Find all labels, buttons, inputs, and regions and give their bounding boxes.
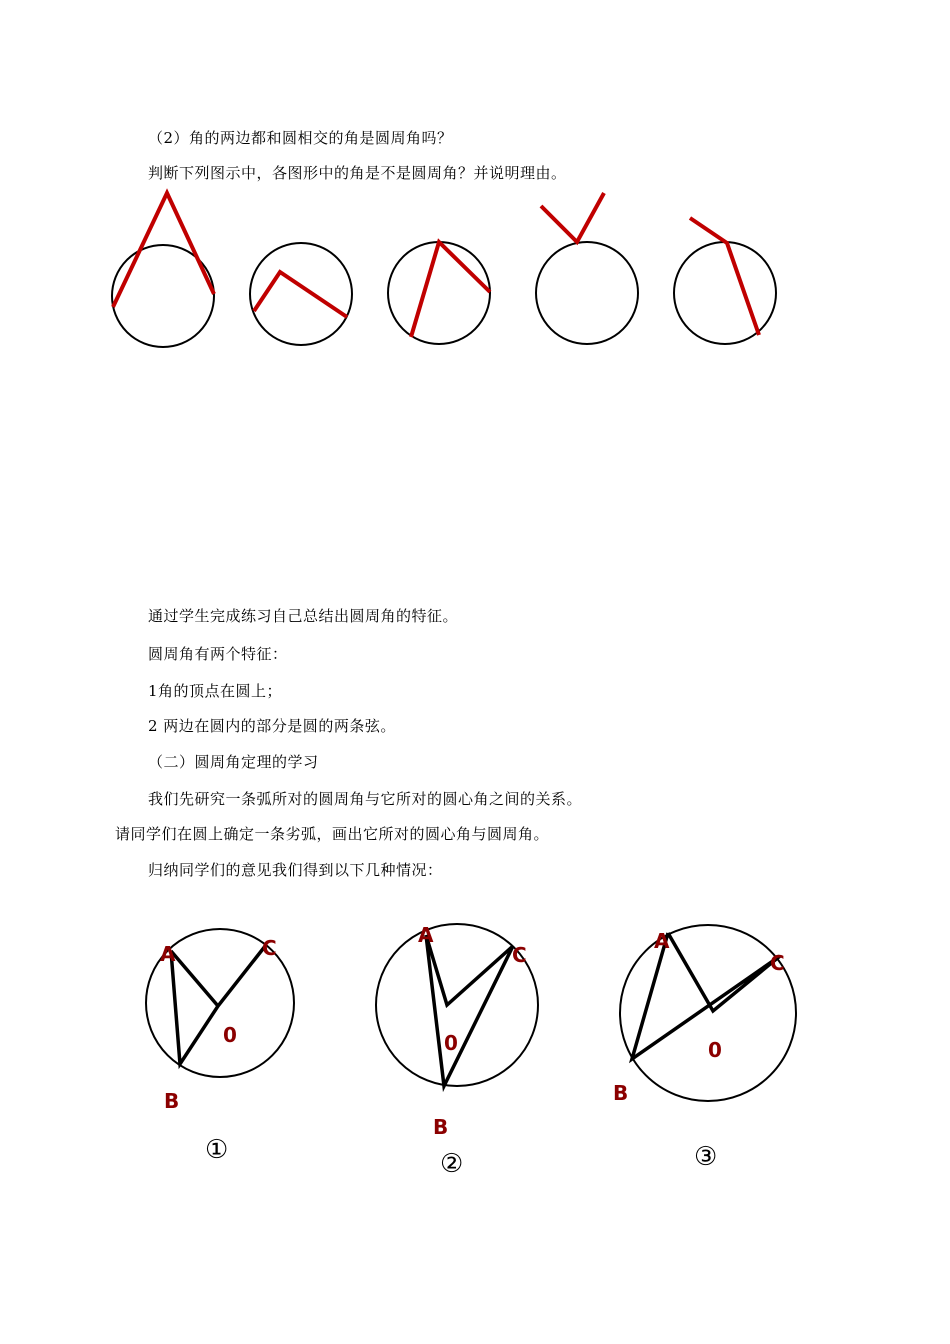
case3-label-c: C [770,951,785,975]
feature-1: 1角的顶点在圆上； [148,682,283,700]
judgment-figure-5 [674,218,776,344]
case1-label-a: A [160,942,176,966]
theorem-case-3 [613,925,796,1172]
theorem-case-1 [146,929,294,1165]
case3-label-o: 0 [708,1038,722,1062]
ask-text: 请同学们在圆上确定一条劣弧，画出它所对的圆心角与圆周角。 [115,825,550,843]
case2-label-b: B [433,1115,449,1139]
case2-label-c: C [512,943,527,967]
question-2: （2）角的两边都和圆相交的角是圆周角吗？ [148,129,453,147]
conclude-text: 归纳同学们的意见我们得到以下几种情况： [148,861,443,879]
case1-label-o: 0 [223,1023,237,1047]
theorem-case-2 [376,923,538,1179]
section-2-heading: （二）圆周角定理的学习 [148,753,319,771]
study-text: 我们先研究一条弧所对的圆周角与它所对的圆心角之间的关系。 [148,790,583,808]
judgment-figure-4 [536,193,638,344]
judge-instruction: 判断下列图示中，各图形中的角是不是圆周角？并说明理由。 [148,164,567,182]
case3-label-b: B [613,1081,629,1105]
two-features-heading: 圆周角有两个特征： [148,645,288,663]
case2-number: ② [440,1149,464,1179]
case2-label-a: A [418,923,434,947]
case3-number: ③ [694,1142,718,1172]
judgment-figure-1 [112,193,214,347]
feature-2: 2 两边在圆内的部分是圆的两条弦。 [148,717,396,735]
case1-number: ① [205,1135,229,1165]
judgment-figure-3 [388,242,490,344]
summary-text: 通过学生完成练习自己总结出圆周角的特征。 [148,607,459,625]
case2-label-o: 0 [444,1031,458,1055]
case3-label-a: A [654,929,670,953]
case1-label-c: C [262,936,277,960]
case1-label-b: B [164,1089,180,1113]
judgment-figure-2 [250,243,352,345]
